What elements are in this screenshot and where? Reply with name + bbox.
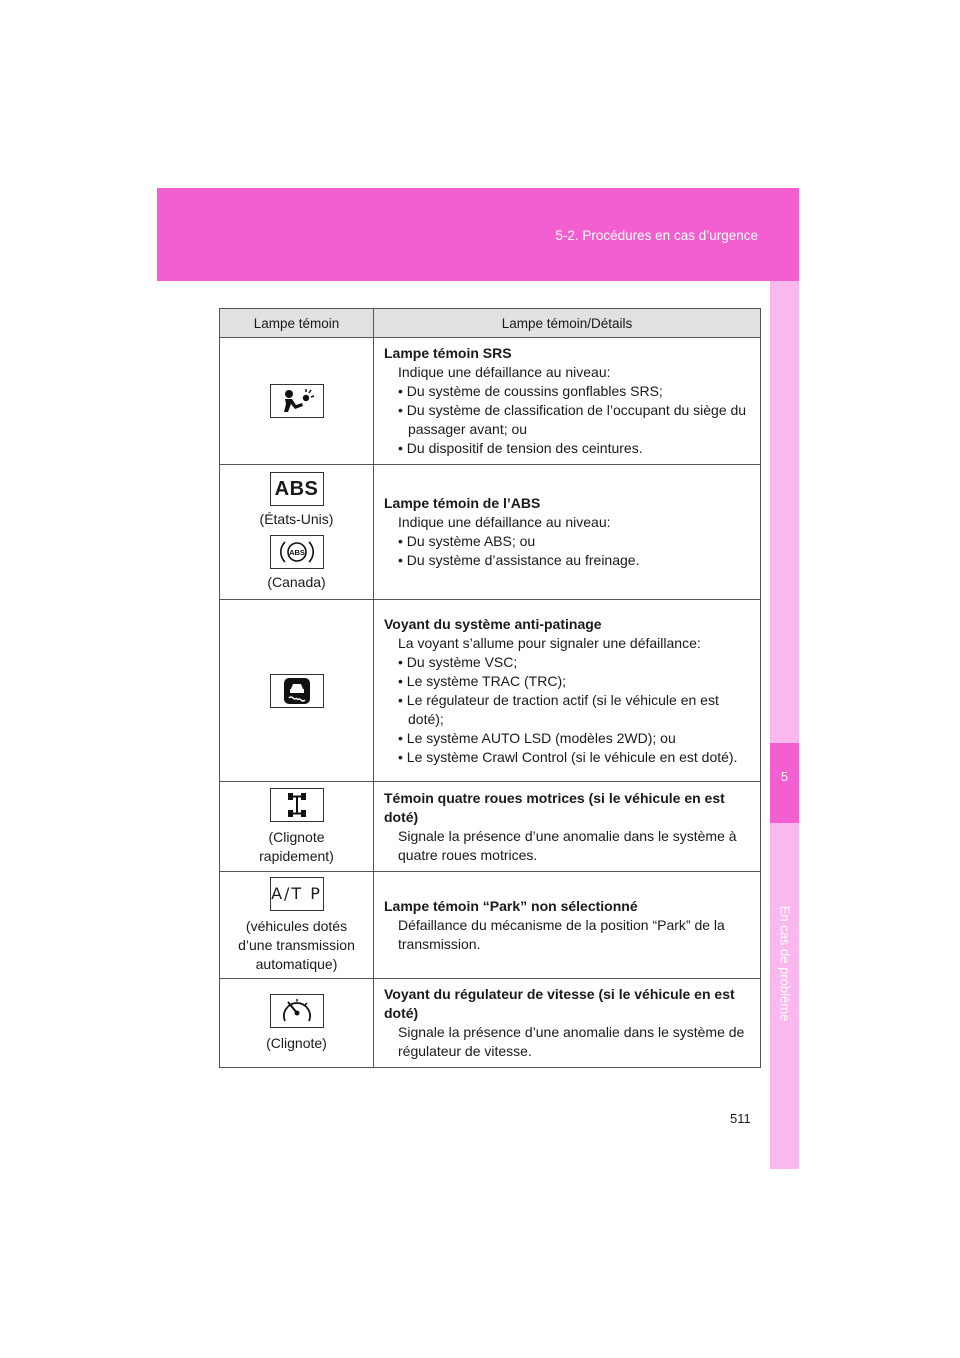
lamp-title: Lampe témoin “Park” non sélectionné [384, 897, 638, 914]
at-park-icon-text: A/T P [271, 884, 322, 903]
lamp-bullet: • Le système Crawl Control (si le véhicule en est doté). [398, 748, 738, 765]
lamp-title: Témoin quatre roues motrices (si le véhicule en est doté) [384, 789, 725, 825]
lamp-title: Voyant du régulateur de vitesse (si le véhicule en est doté) [384, 986, 735, 1021]
lamp-desc: Signale la présence d’une anomalie dans le système à quatre roues motrices. [398, 827, 737, 863]
lamp-title: Lampe témoin de l’ABS [384, 495, 541, 511]
at-park-icon [270, 877, 324, 911]
lamp-title: Voyant du système anti-patinage [384, 615, 602, 632]
table-row [220, 465, 761, 600]
lamp-icon-cell [220, 979, 374, 1068]
header-details: Lampe témoin/Détails [374, 309, 761, 338]
abs-usa-icon [270, 472, 324, 506]
lamp-bullet: • Le régulateur de traction actif (si le véhicule en est doté); [398, 691, 719, 727]
lamp-desc: La voyant s’allume pour signaler une défaillance: [398, 634, 701, 651]
table-row [220, 338, 761, 465]
header-band [157, 188, 799, 281]
lamp-icon-cell [220, 600, 374, 782]
lamp-desc: Indique une défaillance au niveau: [398, 514, 611, 530]
chapter-title: En cas de problème [777, 905, 792, 1021]
lamp-detail-cell [374, 782, 761, 872]
chapter-side-tab [770, 281, 799, 1169]
page-number: 511 [730, 1111, 751, 1126]
table-row [220, 600, 761, 782]
caption-cruise: (Clignote) [266, 1034, 327, 1051]
caption-at-park: (véhicules dotés d’une transmission automatique) [238, 917, 355, 972]
lamp-detail-cell [374, 465, 761, 600]
lamp-detail-cell [374, 872, 761, 979]
caption-canada: (Canada) [267, 574, 326, 590]
cruise-control-icon [270, 994, 324, 1028]
chapter-title-wrap [770, 833, 799, 1093]
lamp-detail-cell [374, 979, 761, 1068]
lamp-detail-cell [374, 600, 761, 782]
lamp-bullet: • Du système ABS; ou [398, 533, 536, 549]
four-wheel-drive-icon [270, 788, 324, 822]
abs-canada-icon-text: ABS [288, 548, 305, 557]
lamp-bullet: • Du système VSC; [398, 653, 518, 670]
table-row [220, 782, 761, 872]
header-lamp: Lampe témoin [220, 309, 374, 338]
lamp-title: Lampe témoin SRS [384, 345, 512, 361]
lamp-bullet: • Du système de coussins gonflables SRS; [398, 383, 663, 399]
lamp-bullet: • Du système de classification de l’occupant du siège du passager avant; ou [398, 402, 747, 437]
table-header-row [220, 309, 761, 338]
lamp-icon-cell [220, 338, 374, 465]
chapter-number: 5 [780, 769, 789, 784]
abs-canada-icon [270, 535, 324, 569]
lamp-icon-cell [220, 465, 374, 600]
skid-vehicle-icon [270, 674, 324, 708]
lamp-desc: Signale la présence d’une anomalie dans le système de régulateur de vitesse. [398, 1024, 745, 1059]
lamp-desc: Indique une défaillance au niveau: [398, 364, 611, 380]
caption-four-wheel-drive: (Clignote rapidement) [259, 828, 334, 864]
lamp-bullet: • Le système TRAC (TRC); [398, 672, 566, 689]
lamp-bullet: • Du système d’assistance au freinage. [398, 552, 640, 568]
lamp-desc: Défaillance du mécanisme de la position “Park” de la transmission. [398, 916, 725, 952]
warning-lamp-table [219, 308, 761, 1068]
lamp-bullet: • Du dispositif de tension des ceintures. [398, 440, 643, 456]
lamp-bullet: • Le système AUTO LSD (modèles 2WD); ou [398, 729, 676, 746]
section-title: 5-2. Procédures en cas d’urgence [555, 228, 758, 243]
abs-usa-icon-text: ABS [274, 477, 319, 500]
srs-airbag-icon [270, 384, 324, 418]
lamp-icon-cell [220, 782, 374, 872]
caption-usa: (États-Unis) [259, 511, 334, 527]
lamp-icon-cell [220, 872, 374, 979]
table-row [220, 979, 761, 1068]
lamp-detail-cell [374, 338, 761, 465]
table-row [220, 872, 761, 979]
